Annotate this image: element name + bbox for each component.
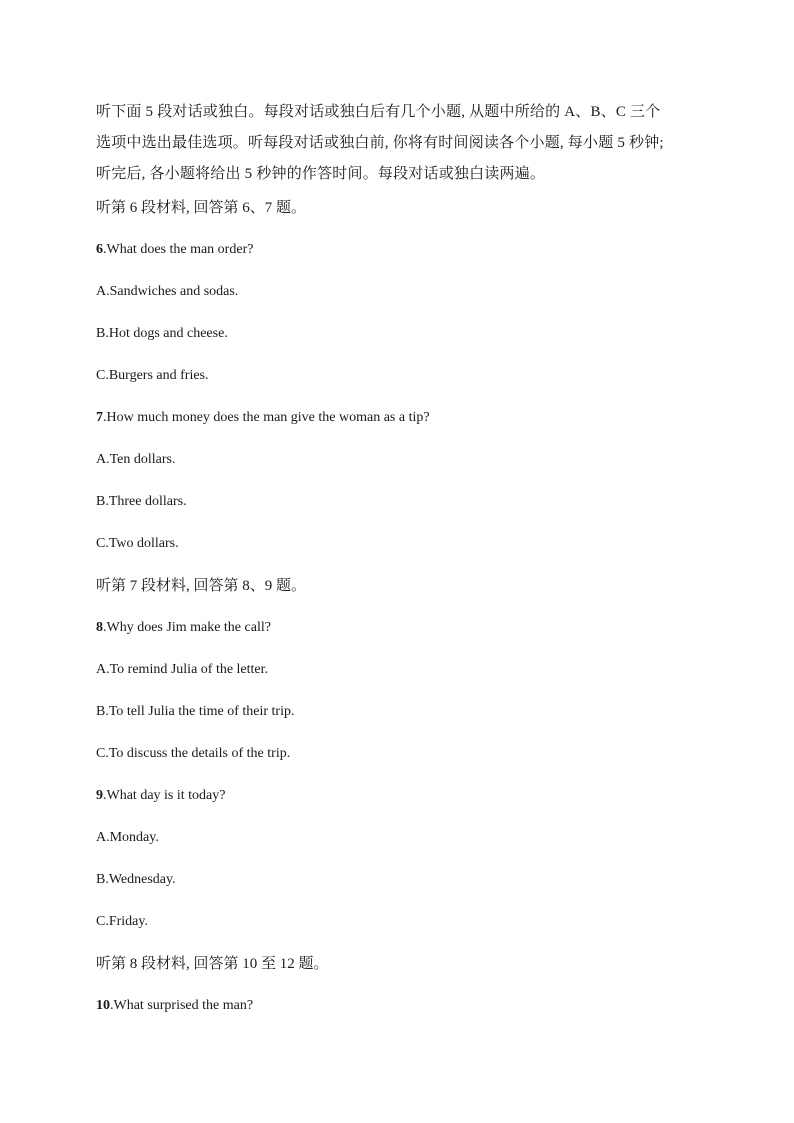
document-page	[96, 97, 708, 1037]
question-text: .What day is it today?	[103, 788, 226, 803]
option-b: B.Wednesday.	[96, 872, 176, 887]
option-b: B.Hot dogs and cheese.	[96, 326, 228, 341]
question-7	[96, 407, 708, 449]
option-c: C.Burgers and fries.	[96, 368, 209, 383]
question-number: 6	[96, 242, 103, 257]
option-b: B.To tell Julia the time of their trip.	[96, 704, 295, 719]
question-number: 8	[96, 620, 103, 635]
option-a: A.To remind Julia of the letter.	[96, 662, 269, 677]
question-9	[96, 785, 708, 827]
instructions-line-3: 听完后, 各小题将给出 5 秒钟的作答时间。每段对话或独白读两遍。	[96, 166, 546, 182]
instructions-line-1: 听下面 5 段对话或独白。每段对话或独白后有几个小题, 从题中所给的 A、B、C 三个	[96, 104, 661, 120]
option-a: A.Monday.	[96, 830, 159, 845]
question-text: .Why does Jim make the call?	[103, 620, 271, 635]
question-text: .How much money does the man give the woman as a tip?	[103, 410, 430, 425]
option-c: C.To discuss the details of the trip.	[96, 746, 291, 761]
option-a: A.Sandwiches and sodas.	[96, 284, 239, 299]
option-b: B.Three dollars.	[96, 494, 187, 509]
instructions-paragraph	[96, 97, 708, 190]
instructions-line-2: 选项中选出最佳选项。听每段对话或独白前, 你将有时间阅读各个小题, 每小题 5 秒钟;	[96, 135, 664, 151]
question-number: 10	[96, 998, 110, 1013]
question-text: .What surprised the man?	[110, 998, 254, 1013]
question-6	[96, 239, 708, 281]
option-c: C.Two dollars.	[96, 536, 179, 551]
question-number: 7	[96, 410, 103, 425]
option-a: A.Ten dollars.	[96, 452, 176, 467]
question-number: 9	[96, 788, 103, 803]
option-c: C.Friday.	[96, 914, 148, 929]
section-heading: 听第 7 段材料, 回答第 8、9 题。	[96, 578, 307, 594]
question-8	[96, 617, 708, 659]
question-10	[96, 995, 708, 1037]
question-text: .What does the man order?	[103, 242, 254, 257]
section-heading: 听第 8 段材料, 回答第 10 至 12 题。	[96, 956, 329, 972]
section-heading: 听第 6 段材料, 回答第 6、7 题。	[96, 200, 307, 216]
